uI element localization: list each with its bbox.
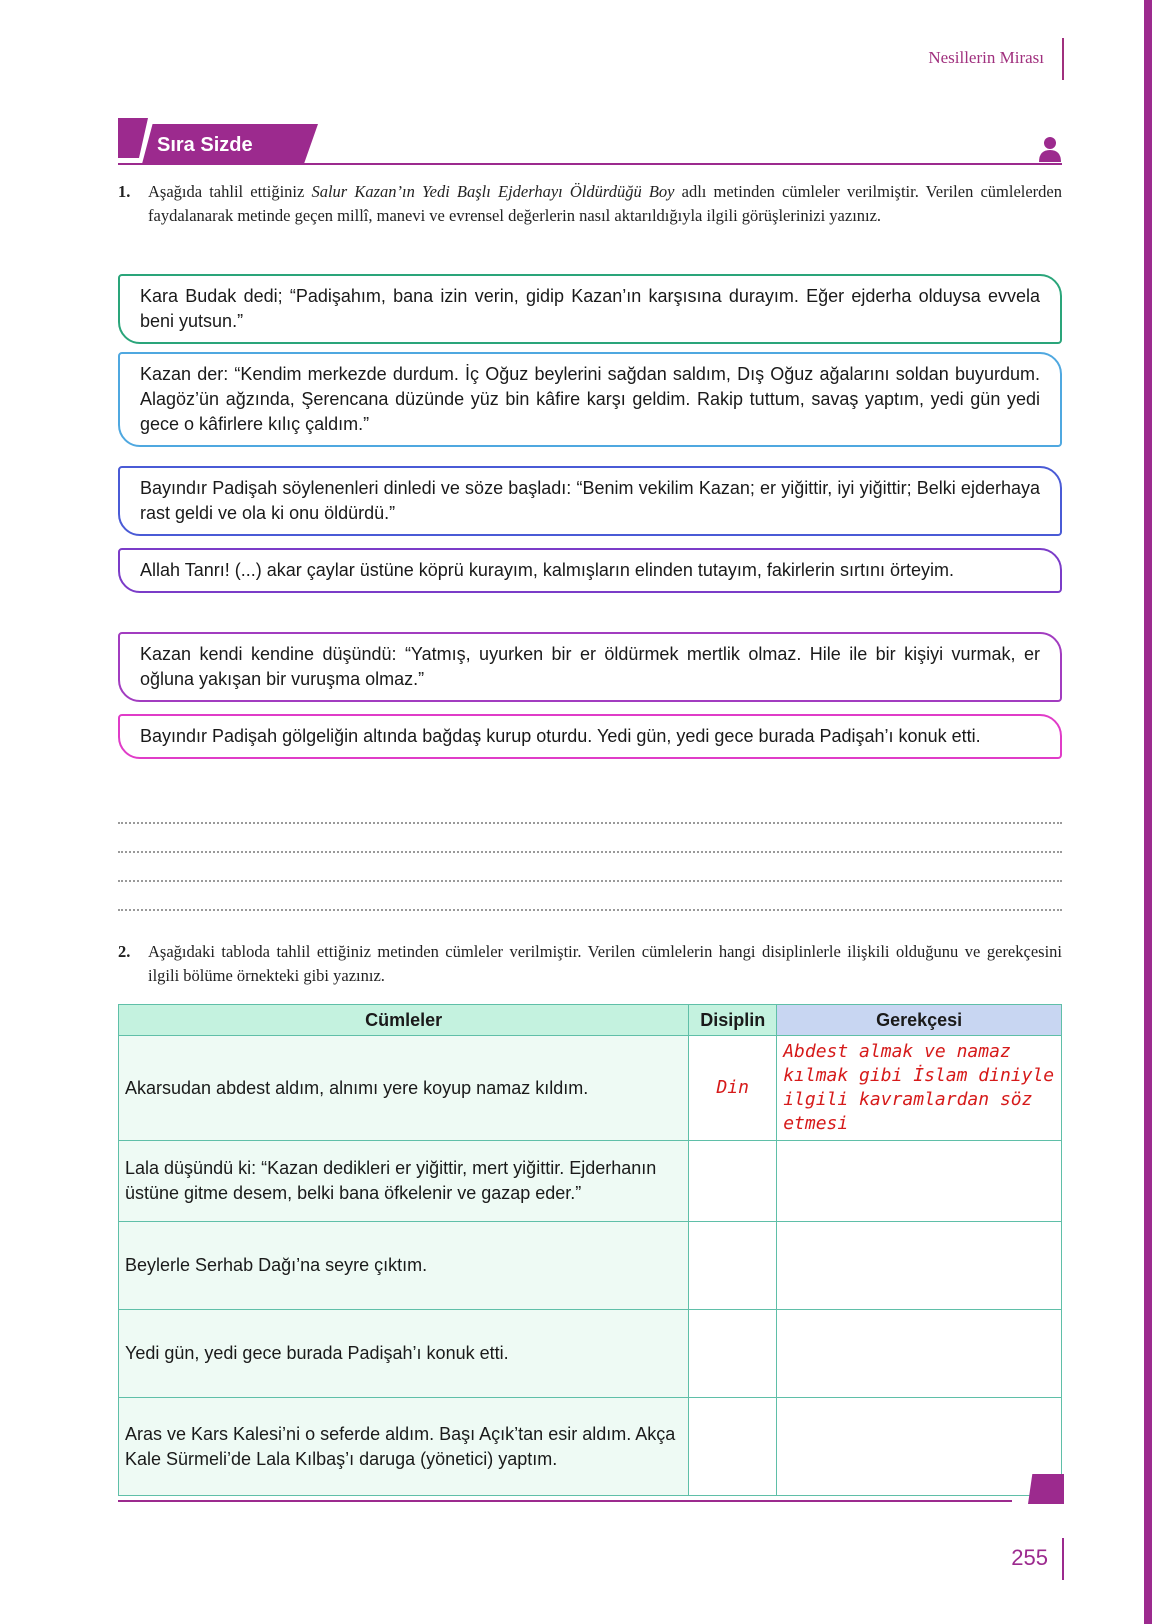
table-row [119,1310,1062,1398]
table-row [119,1222,1062,1310]
page-number-rule [1062,1538,1064,1580]
table-row [119,1141,1062,1222]
reason-cell[interactable] [777,1310,1062,1398]
sentence-cell: Lala düşündü ki: “Kazan dedikleri er yiğittir, mert yiğittir. Ejderhanın üstüne gitme desem, belki bana öfkelenir ve gazap eder.” [119,1141,689,1222]
section-underline [118,163,1062,165]
answer-line-4[interactable] [118,909,1062,911]
quote-box-6: Bayındır Padişah gölgeliğin altında bağdaş kurup oturdu. Yedi gün, yedi gece burada Padişah’ı konuk etti. [118,714,1062,759]
quote-box-3: Bayındır Padişah söylenenleri dinledi ve söze başladı: “Benim vekilim Kazan; er yiğittir, iyi yiğittir; Belki ejderhaya rast geldi ve ola ki onu öldürdü.” [118,466,1062,536]
quote-box-1: Kara Budak dedi; “Padişahım, bana izin verin, gidip Kazan’ın karşısına durayım. Eğer ejderha olduysa evvela beni yutsun.” [118,274,1062,344]
section-title: Sıra Sizde [157,134,253,156]
discipline-cell[interactable] [689,1222,777,1310]
header-disiplin: Disiplin [689,1005,777,1036]
question-1 [118,180,1062,228]
right-edge-bar [1144,0,1152,1624]
discipline-cell[interactable] [689,1141,777,1222]
question-1-text [148,180,1062,228]
footer-tab [1028,1474,1064,1504]
table-row [119,1398,1062,1496]
question-2-text: Aşağıdaki tabloda tahlil ettiğiniz metinden cümleler verilmiştir. Verilen cümlelerin hangi disiplinlerle ilişkili olduğunu ve gerekçesini ilgili bölüme örnekteki gibi yazınız. [148,942,1062,985]
page-number: 255 [1011,1545,1048,1570]
answer-line-3[interactable] [118,880,1062,882]
person-icon [1038,136,1062,162]
answer-line-1[interactable] [118,822,1062,824]
table-header-row [119,1005,1062,1036]
discipline-cell[interactable] [689,1310,777,1398]
discipline-table [118,1004,1062,1496]
reason-cell[interactable] [777,1222,1062,1310]
reason-cell[interactable]: Abdest almak ve namaz kılmak gibi İslam diniyle ilgili kavramlardan söz etmesi [777,1036,1062,1141]
section-flag [118,118,148,158]
footer-rule [118,1500,1012,1502]
question-1-text-title: Salur Kazan’ın Yedi Başlı Ejderhayı Öldürdüğü Boy [311,182,675,201]
sentence-cell: Akarsudan abdest aldım, alnımı yere koyup namaz kıldım. [119,1036,689,1141]
sentence-cell: Beylerle Serhab Dağı’na seyre çıktım. [119,1222,689,1310]
reason-cell[interactable] [777,1141,1062,1222]
question-2 [118,940,1062,988]
reason-cell[interactable] [777,1398,1062,1496]
discipline-cell[interactable] [689,1398,777,1496]
header-cumleler: Cümleler [119,1005,689,1036]
table-row [119,1036,1062,1141]
quote-box-5: Kazan kendi kendine düşündü: “Yatmış, uyurken bir er öldürmek mertlik olmaz. Hile ile bir kişiyi vurmak, er oğluna yakışan bir vuruşma olmaz.” [118,632,1062,702]
question-1-text-before: Aşağıda tahlil ettiğiniz [148,182,312,201]
quote-box-2: Kazan der: “Kendim merkezde durdum. İç Oğuz beylerini sağdan saldım, Dış Oğuz ağalarını soldan buyurdum. Alagöz’ün ağzında, Şerencana düzünde yüz bin kâfire karşı geldim. Rakip tuttum, savaş yaptım, yedi gün yedi gece o kâfirlere kılıç çaldım.” [118,352,1062,447]
sentence-cell: Aras ve Kars Kalesi’ni o seferde aldım. Başı Açık’tan esir aldım. Akça Kale Sürmeli’de Lala Kılbaş’ı daruga (yönetici) yaptım. [119,1398,689,1496]
question-2-number: 2. [118,942,131,961]
sentence-cell: Yedi gün, yedi gece burada Padişah’ı konuk etti. [119,1310,689,1398]
book-title: Nesillerin Mirası [928,48,1044,67]
header-gerekcesi: Gerekçesi [777,1005,1062,1036]
question-1-text-after: adlı metinden cümleler verilmiştir. Verilen cümlelerden faydalanarak metinde geçen millî, manevi ve evrensel değerlerin nasıl aktarıldığıyla ilgili görüşlerinizi yazınız. [148,182,1062,225]
question-1-number: 1. [118,182,131,201]
answer-line-2[interactable] [118,851,1062,853]
quote-box-4: Allah Tanrı! (...) akar çaylar üstüne köprü kurayım, kalmışların elinden tutayım, fakirlerin sırtını örteyim. [118,548,1062,593]
discipline-cell[interactable]: Din [689,1036,777,1141]
header-rule [1062,38,1064,80]
